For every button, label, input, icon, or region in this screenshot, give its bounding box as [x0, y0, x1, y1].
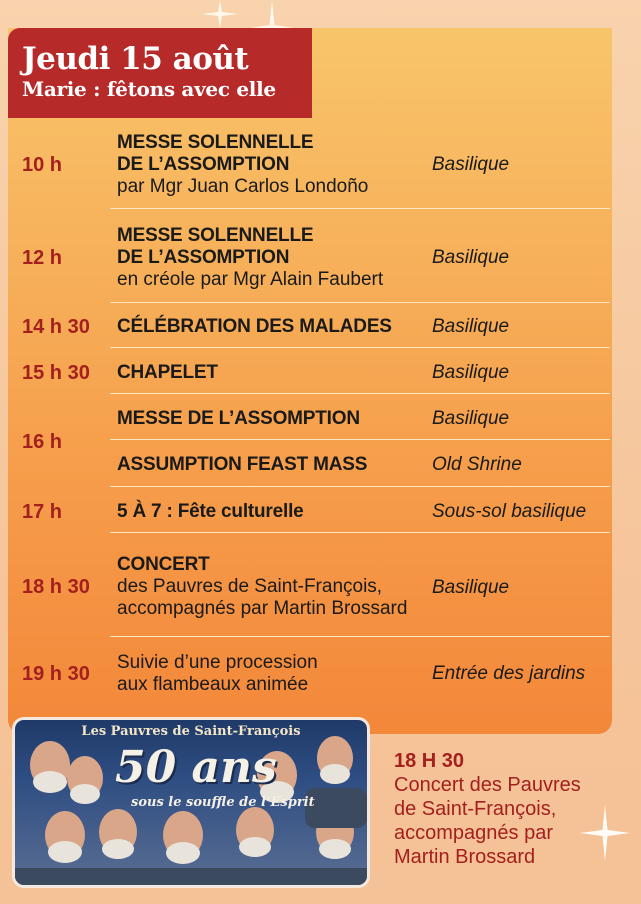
event-12h [117, 225, 383, 291]
place-14h30: Basilique [432, 316, 510, 337]
concert-banner-image [12, 717, 370, 888]
promo-time: 18 H 30 [394, 750, 465, 772]
place-10h: Basilique [432, 154, 510, 175]
place-19h30: Entrée des jardins [432, 663, 586, 684]
promo-line: Martin Brossard [394, 846, 536, 868]
place-12h: Basilique [432, 247, 510, 268]
banner-tagline: sous le souffle de l’Esprit [131, 795, 315, 810]
event-15h30 [117, 362, 218, 384]
banner-anniversary: 50 ans [115, 742, 277, 793]
event-title-line: DE L’ASSOMPTION [117, 154, 290, 175]
event-detail-line: aux flambeaux animée [117, 674, 309, 695]
event-10h [117, 132, 368, 198]
event-detail-line: par Mgr Juan Carlos Londoño [117, 176, 369, 197]
title-box [8, 28, 312, 118]
event-title-line: CONCERT [117, 554, 210, 575]
event-title-line: MESSE SOLENNELLE [117, 225, 314, 246]
event-title-line: CHAPELET [117, 362, 218, 383]
event-detail-line: en créole par Mgr Alain Faubert [117, 269, 384, 290]
event-title-line: 5 À 7 : Fête culturelle [117, 501, 304, 522]
event-title-line: MESSE SOLENNELLE [117, 132, 314, 153]
event-title-line: MESSE DE L’ASSOMPTION [117, 408, 360, 429]
banner-group-name: Les Pauvres de Saint-François [81, 724, 301, 739]
time-10h: 10 h [22, 154, 63, 176]
divider [110, 486, 610, 487]
page-title: Jeudi 15 août [22, 41, 249, 77]
divider [110, 439, 610, 440]
divider [110, 208, 610, 209]
event-18h30 [117, 554, 407, 620]
promo-line: Concert des Pauvres [394, 774, 581, 796]
event-16h-en [117, 454, 367, 476]
concert-promo [394, 749, 581, 869]
divider [110, 347, 610, 348]
place-15h30: Basilique [432, 362, 510, 383]
time-14h30: 14 h 30 [22, 316, 90, 338]
sparkle-icon [580, 805, 630, 861]
place-16h-en: Old Shrine [432, 454, 522, 475]
event-14h30 [117, 316, 392, 338]
promo-line: accompagnés par [394, 822, 553, 844]
event-detail-line: des Pauvres de Saint-François, [117, 576, 383, 597]
time-15h30: 15 h 30 [22, 362, 90, 384]
event-17h [117, 501, 304, 523]
divider [110, 532, 610, 533]
time-18h30: 18 h 30 [22, 576, 90, 598]
divider [110, 393, 610, 394]
time-19h30: 19 h 30 [22, 663, 90, 685]
divider [110, 636, 610, 637]
time-17h: 17 h [22, 501, 63, 523]
event-title-line: DE L’ASSOMPTION [117, 247, 290, 268]
time-12h: 12 h [22, 247, 63, 269]
sparkle-icon [200, 0, 240, 28]
place-17h: Sous-sol basilique [432, 501, 587, 522]
event-title-line: ASSUMPTION FEAST MASS [117, 454, 368, 475]
time-16h: 16 h [22, 431, 63, 453]
event-detail-line: accompagnés par Martin Brossard [117, 598, 408, 619]
page-subtitle: Marie : fêtons avec elle [22, 77, 276, 101]
place-18h30: Basilique [432, 577, 510, 598]
event-16h-fr [117, 408, 360, 430]
place-16h-fr: Basilique [432, 408, 510, 429]
divider [110, 302, 610, 303]
event-19h30 [117, 652, 318, 696]
event-detail-line: Suivie d’une procession [117, 652, 318, 673]
event-title-line: CÉLÉBRATION DES MALADES [117, 316, 392, 337]
promo-line: de Saint-François, [394, 798, 557, 820]
